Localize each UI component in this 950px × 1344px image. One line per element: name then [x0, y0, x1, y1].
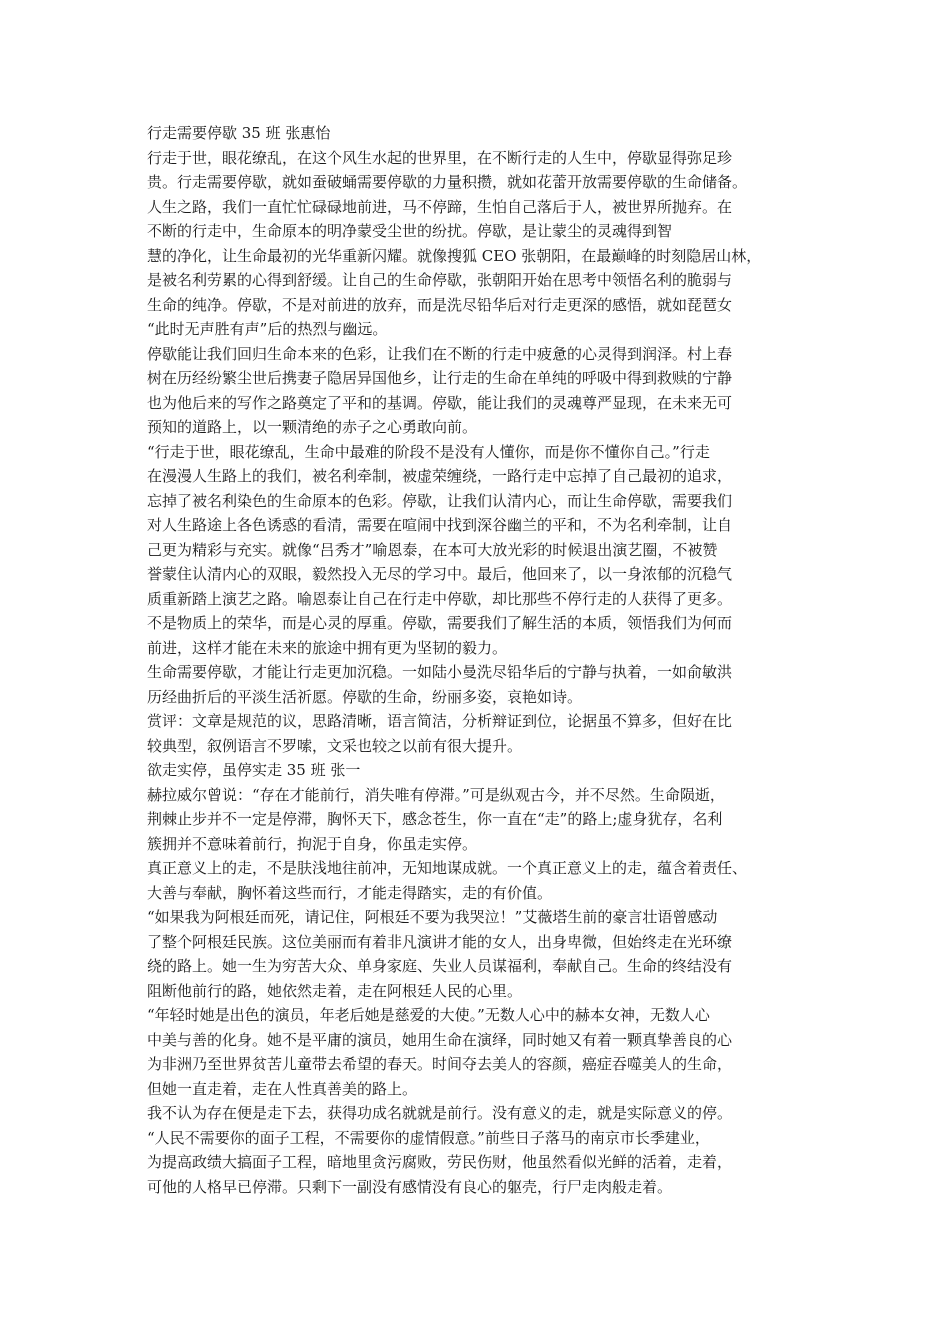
text-line: 停歇能让我们回归生命本来的色彩，让我们在不断的行走中疲惫的心灵得到润泽。村上春	[147, 344, 733, 363]
text-line: 绕的路上。她一生为穷苦大众、单身家庭、失业人员谋福利，奉献自己。生命的终结没有	[147, 957, 733, 975]
text-line: “年轻时她是出色的演员，年老后她是慈爱的大使。”无数人心中的赫本女神，无数人心	[147, 1006, 710, 1024]
text-line: 大善与奉献，胸怀着这些而行，才能走得踏实，走的有价值。	[147, 883, 553, 902]
text-line: 是被名利劳累的心得到舒缓。让自己的生命停歇，张朝阳开始在思考中领悟名利的脆弱与	[147, 271, 733, 289]
text-line: 赏评：文章是规范的议，思路清晰，语言简洁，分析辩证到位，论据虽不算多，但好在比	[147, 712, 733, 730]
text-line: 较典型，叙例语言不罗嗦，文采也较之以前有很大提升。	[147, 736, 523, 755]
text-line: 人生之路，我们一直忙忙碌碌地前进，马不停蹄，生怕自己落后于人，被世界所抛弃。在	[147, 197, 733, 216]
text-line: 贵。行走需要停歇，就如蚕破蛹需要停歇的力量积攒，就如花蕾开放需要停歇的生命储备。	[147, 173, 748, 191]
text-line: 中美与善的化身。她不是平庸的演员，她用生命在演绎，同时她又有着一颗真挚善良的心	[147, 1030, 733, 1049]
text-line: 树在历经纷繁尘世后携妻子隐居异国他乡，让行走的生命在单纯的呼吸中得到救赎的宁静	[147, 369, 733, 387]
text-line: 簇拥并不意味着前行，拘泥于自身，你虽走实停。	[147, 834, 478, 853]
text-line: 前进，这样才能在未来的旅途中拥有更为坚韧的毅力。	[147, 638, 508, 657]
text-line: 不断的行走中，生命原本的明净蒙受尘世的纷扰。停歇，是让蒙尘的灵魂得到智	[147, 222, 673, 240]
text-line: 也为他后来的写作之路奠定了平和的基调。停歇，能让我们的灵魂尊严显现，在未来无可	[147, 393, 733, 412]
text-line: 我不认为存在便是走下去，获得功成名就就是前行。没有意义的走，就是实际意义的停。	[147, 1104, 733, 1122]
text-line: 生命的纯净。停歇，不是对前进的放弃，而是洗尽铅华后对行走更深的感悟，就如琵琶女	[147, 295, 733, 314]
text-line: 对人生路途上各色诱惑的看清，需要在喧闹中找到深谷幽兰的平和，不为名利牵制，让自	[147, 516, 733, 534]
text-line: 行走需要停歇 35 班 张惠怡	[147, 124, 331, 142]
text-line: “此时无声胜有声”后的热烈与幽远。	[147, 320, 388, 338]
text-line: 预知的道路上，以一颗清绝的赤子之心勇敢向前。	[147, 418, 478, 436]
text-line: “如果我为阿根廷而死，请记住，阿根廷不要为我哭泣！”艾薇塔生前的豪言壮语曾感动	[147, 908, 718, 926]
text-line: 阻断他前行的路，她依然走着，走在阿根廷人民的心里。	[147, 981, 523, 1000]
text-line: 欲走实停，虽停实走 35 班 张一	[147, 761, 361, 779]
text-line: 慧的净化，让生命最初的光华重新闪耀。就像搜狐 CEO 张朝阳，在最巅峰的时刻隐居山林，	[147, 246, 762, 265]
text-line: 生命需要停歇，才能让行走更加沉稳。一如陆小曼洗尽铅华后的宁静与执着，一如俞敏洪	[147, 663, 733, 681]
text-line: 己更为精彩与充实。就像“吕秀才”喻恩泰，在本可大放光彩的时候退出演艺圈，不被赞	[147, 540, 718, 559]
text-line: 誉蒙住认清内心的双眼，毅然投入无尽的学习中。最后，他回来了，以一身浓郁的沉稳气	[147, 565, 733, 583]
text-line: 行走于世，眼花缭乱，在这个风生水起的世界里，在不断行走的人生中，停歇显得弥足珍	[147, 148, 733, 167]
text-line: 了整个阿根廷民族。这位美丽而有着非凡演讲才能的女人，出身卑微，但始终走在光环缭	[147, 932, 733, 951]
text-line: 真正意义上的走，不是肤浅地往前冲，无知地谋成就。一个真正意义上的走，蕴含着责任、	[147, 859, 748, 877]
text-line: 忘掉了被名利染色的生命原本的色彩。停歇，让我们认清内心，而让生命停歇，需要我们	[147, 491, 733, 510]
text-line: 历经曲折后的平淡生活祈愿。停歇的生命，纷丽多姿，哀艳如诗。	[147, 687, 583, 706]
text-line: 质重新踏上演艺之路。喻恩泰让自己在行走中停歇，却比那些不停行走的人获得了更多。	[147, 589, 733, 608]
text-line: 为非洲乃至世界贫苦儿童带去希望的春天。时间夺去美人的容颜，癌症吞噬美人的生命，	[147, 1055, 733, 1073]
text-line: 不是物质上的荣华，而是心灵的厚重。停歇，需要我们了解生活的本质，领悟我们为何而	[147, 614, 733, 632]
text-line: “人民不需要你的面子工程，不需要你的虚情假意。”前些日子落马的南京市长季建业，	[147, 1128, 710, 1147]
document-page	[147, 121, 815, 1199]
text-line: 可他的人格早已停滞。只剩下一副没有感情没有良心的躯壳，行尸走肉般走着。	[147, 1177, 673, 1196]
text-line: 在漫漫人生路上的我们，被名利牵制，被虚荣缠绕，一路行走中忘掉了自己最初的追求，	[147, 467, 733, 485]
text-line: 荆棘止步并不一定是停滞，胸怀天下，感念苍生，你一直在“走”的路上;虚身犹存，名利	[147, 810, 723, 828]
text-line: 为提高政绩大搞面子工程，暗地里贪污腐败，劳民伤财，他虽然看似光鲜的活着，走着，	[147, 1153, 733, 1171]
text-line: 赫拉威尔曾说：“存在才能前行，消失唯有停滞。”可是纵观古今，并不尽然。生命陨逝，	[147, 785, 725, 804]
text-line: 但她一直走着，走在人性真善美的路上。	[147, 1079, 418, 1098]
text-line: “行走于世，眼花缭乱，生命中最难的阶段不是没有人懂你，而是你不懂你自己。”行走	[147, 442, 710, 461]
